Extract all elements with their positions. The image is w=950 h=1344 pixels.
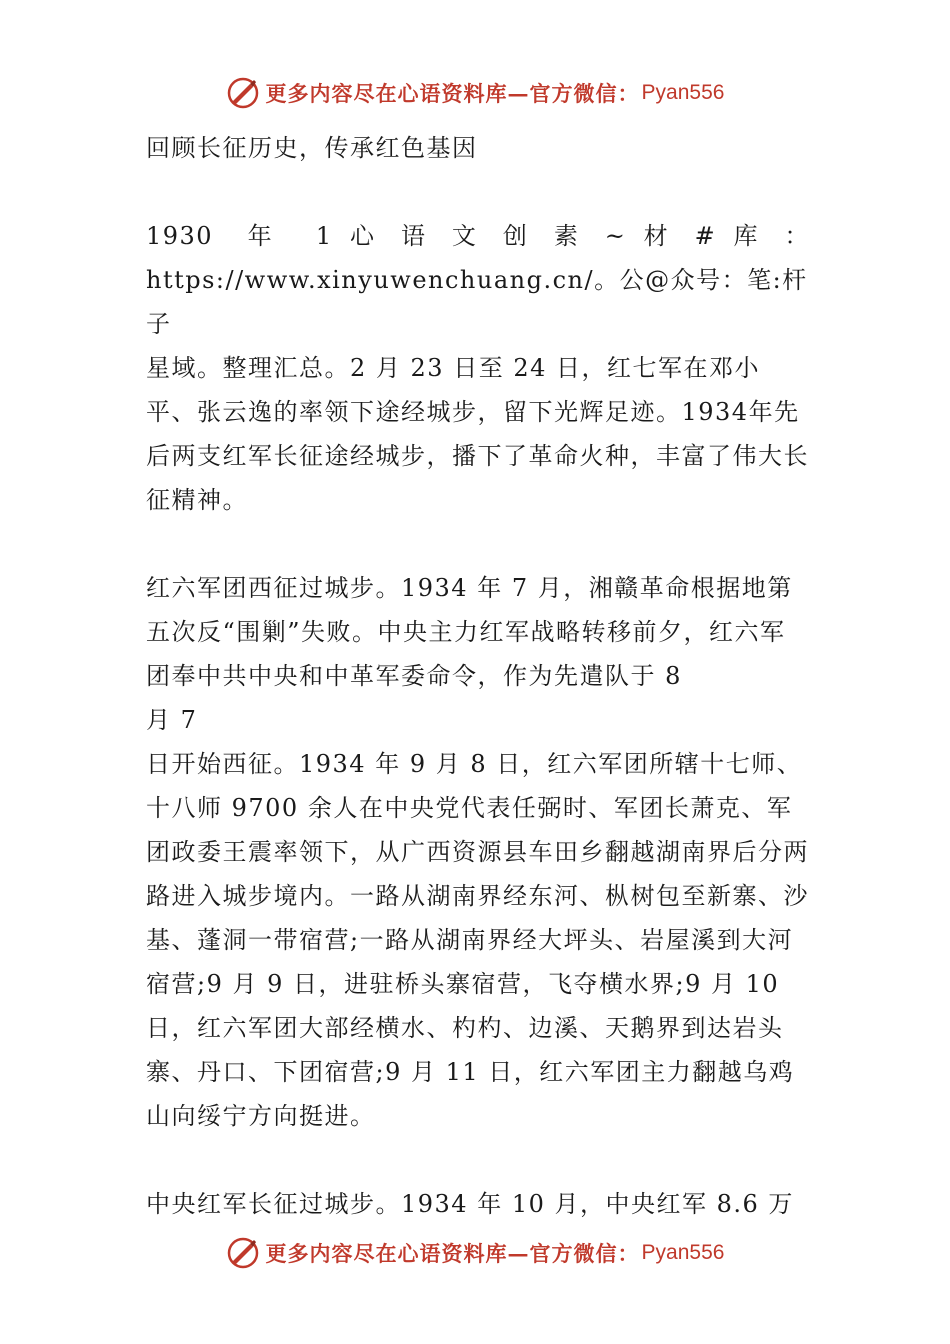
pen-logo-icon [226,76,260,110]
paragraph-2-part-1: 红六军团西征过城步。1934 年 7 月，湘赣革命根据地第五次反“围剿”失败。中央主力红军战略转移前夕，红六军团奉中共中央和中革军委命令，作为先遣队于 8 [146,574,793,690]
watermark-wechat-id: Pyan556 [641,81,725,104]
footer-watermark [0,1231,950,1275]
watermark-sub-text: —官方微信： [507,81,640,106]
paragraph-1-line-2: https://www.xinyuwenchuang.cn/。公@众号：笔:杆子 [146,266,808,338]
paragraph-gap [146,170,810,214]
paragraph-gap [146,1138,810,1182]
paragraph-2-part-2: 月 7 [146,706,198,734]
paragraph-gap [146,522,810,566]
document-body [146,126,810,1226]
paragraph-1-line-1: 1930 年 1 心 语 文 创 素 ~ 材 # 库 ： [146,222,810,250]
header-watermark [0,71,950,115]
pen-logo-icon [226,1236,260,1270]
watermark-main-text: 更多内容尽在心语资料库 [265,1241,508,1266]
paragraph-2-part-3: 日开始西征。1934 年 9 月 8 日，红六军团所辖十七师、十八师 9700 余人在中央党代表任弼时、军团长萧克、军团政委王震率领下，从广西资源县车田乡翻越湖南界后分两路进入城步境内。一路从湖南界经东河、枞树包至新寨、沙基、蓬洞一带宿营;一路从湖南界经大坪头、岩屋溪到大河宿营;9 月 9 日，进驻桥头寨宿营，飞夺横水界;9 月 10 日，红六军团大部经横水、杓杓、边溪、天鹅界到达岩头寨、丹口、下团宿营;9 月 11 日，红六军团主力翻越乌鸡山向绥宁方向挺进。 [146,750,809,1130]
watermark-sub-text: —官方微信： [507,1241,640,1266]
paragraph-1-body: 星域。整理汇总。2 月 23 日至 24 日，红七军在邓小平、张云逸的率领下途经城步，留下光辉足迹。1934年先后两支红军长征途经城步，播下了革命火种，丰富了伟大长征精神。 [146,354,809,514]
paragraph-3: 中央红军长征过城步。1934 年 10 月，中央红军 8.6 万 [146,1190,794,1218]
watermark-wechat-id: Pyan556 [641,1241,725,1264]
document-title: 回顾长征历史，传承红色基因 [146,134,478,162]
watermark-main-text: 更多内容尽在心语资料库 [265,81,508,106]
